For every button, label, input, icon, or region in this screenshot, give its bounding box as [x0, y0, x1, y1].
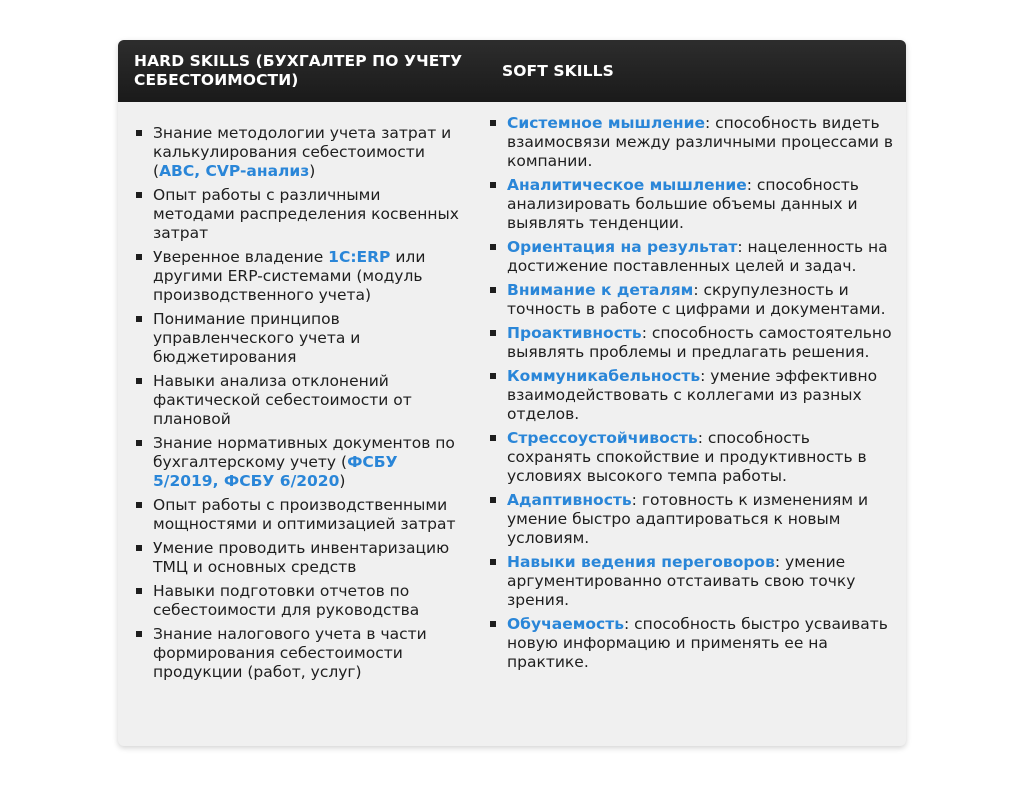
- soft-skill-item: [488, 367, 898, 424]
- soft-skill-term: Коммуникабельность: [507, 367, 701, 385]
- bullet-icon: [136, 440, 142, 446]
- soft-skill-description: : умение аргументированно отстаивать свою точку зрения.: [507, 553, 856, 609]
- bullet-icon: [136, 254, 142, 260]
- soft-skill-term: Системное мышление: [507, 114, 705, 132]
- soft-skills-heading: SOFT SKILLS: [502, 61, 614, 80]
- soft-skill-item: [488, 176, 898, 233]
- hard-skill-item: [134, 124, 464, 181]
- soft-skills-list: [488, 114, 898, 677]
- soft-skill-term: Ориентация на результат: [507, 238, 738, 256]
- soft-skill-description: : нацеленность на достижение поставленных целей и задач.: [507, 238, 888, 275]
- soft-skill-description: : скрупулезность и точность в работе с цифрами и документами.: [507, 281, 886, 318]
- hard-skill-text: Понимание принципов управленческого учета и бюджетирования: [153, 310, 361, 366]
- hard-skill-item: [134, 310, 464, 367]
- soft-skill-term: Внимание к деталям: [507, 281, 694, 299]
- bullet-icon: [136, 631, 142, 637]
- hard-skill-text: Умение проводить инвентаризацию ТМЦ и основных средств: [153, 539, 450, 576]
- hard-skill-text: Опыт работы с различными методами распределения косвенных затрат: [153, 186, 459, 242]
- table-header: [118, 40, 906, 102]
- bullet-icon: [136, 502, 142, 508]
- hard-skill-text-tail: ): [309, 162, 316, 180]
- soft-skill-term: Стрессоустойчивость: [507, 429, 698, 447]
- hard-skill-highlight: ABC, CVP-анализ: [159, 162, 310, 180]
- hard-skill-highlight: 1С:ERP: [328, 248, 391, 266]
- bullet-icon: [136, 316, 142, 322]
- hard-skill-text: Уверенное владение: [153, 248, 329, 266]
- soft-skill-item: [488, 491, 898, 548]
- soft-skill-description: : умение эффективно взаимодействовать с коллегами из разных отделов.: [507, 367, 878, 423]
- hard-skill-item: [134, 625, 464, 682]
- bullet-icon: [490, 330, 496, 336]
- hard-skill-highlight: ФСБУ 5/2019, ФСБУ 6/2020: [153, 453, 398, 490]
- bullet-icon: [490, 559, 496, 565]
- bullet-icon: [490, 497, 496, 503]
- soft-skill-item: [488, 553, 898, 610]
- soft-skill-description: : способность сохранять спокойствие и продуктивность в условиях высокого темпа работы.: [507, 429, 867, 485]
- soft-skill-item: [488, 114, 898, 171]
- bullet-icon: [136, 588, 142, 594]
- bullet-icon: [136, 130, 142, 136]
- hard-skill-text: Навыки подготовки отчетов по себестоимости для руководства: [153, 582, 420, 619]
- hard-skill-item: [134, 496, 464, 534]
- bullet-icon: [490, 120, 496, 126]
- bullet-icon: [490, 182, 496, 188]
- hard-skill-text-tail: или другими ERP-системами (модуль производственного учета): [153, 248, 426, 304]
- bullet-icon: [490, 373, 496, 379]
- soft-skill-description: : способность быстро усваивать новую информацию и применять ее на практике.: [507, 615, 888, 671]
- hard-skill-text-tail: ): [339, 472, 346, 490]
- hard-skill-item: [134, 539, 464, 577]
- bullet-icon: [490, 244, 496, 250]
- soft-skill-description: : готовность к изменениям и умение быстро адаптироваться к новым условиям.: [507, 491, 869, 547]
- soft-skill-item: [488, 238, 898, 276]
- soft-skill-term: Адаптивность: [507, 491, 632, 509]
- hard-skill-item: [134, 434, 464, 491]
- hard-skills-list: [134, 124, 464, 687]
- soft-skill-description: : способность анализировать большие объемы данных и выявлять тенденции.: [507, 176, 859, 232]
- hard-skill-item: [134, 582, 464, 620]
- hard-skill-item: [134, 186, 464, 243]
- bullet-icon: [136, 378, 142, 384]
- soft-skill-description: : способность самостоятельно выявлять проблемы и предлагать решения.: [507, 324, 892, 361]
- soft-skill-item: [488, 615, 898, 672]
- bullet-icon: [136, 545, 142, 551]
- soft-skill-item: [488, 281, 898, 319]
- soft-skill-term: Обучаемость: [507, 615, 625, 633]
- soft-skill-description: : способность видеть взаимосвязи между различными процессами в компании.: [507, 114, 894, 170]
- hard-skill-text: Знание налогового учета в части формирования себестоимости продукции (работ, услуг): [153, 625, 427, 681]
- soft-skill-item: [488, 324, 898, 362]
- soft-skill-item: [488, 429, 898, 486]
- skills-table: [118, 40, 906, 746]
- bullet-icon: [490, 287, 496, 293]
- hard-skill-text: Знание методологии учета затрат и калькулирования себестоимости (: [153, 124, 452, 180]
- soft-skill-term: Аналитическое мышление: [507, 176, 747, 194]
- hard-skills-heading: HARD SKILLS (БУХГАЛТЕР ПО УЧЕТУ СЕБЕСТОИМОСТИ): [134, 52, 463, 89]
- hard-skill-text: Знание нормативных документов по бухгалтерскому учету (: [153, 434, 455, 471]
- hard-skill-text: Опыт работы с производственными мощностями и оптимизацией затрат: [153, 496, 456, 533]
- bullet-icon: [136, 192, 142, 198]
- soft-skill-term: Проактивность: [507, 324, 642, 342]
- bullet-icon: [490, 621, 496, 627]
- soft-skill-term: Навыки ведения переговоров: [507, 553, 775, 571]
- hard-skill-text: Навыки анализа отклонений фактической себестоимости от плановой: [153, 372, 412, 428]
- bullet-icon: [490, 435, 496, 441]
- hard-skill-item: [134, 248, 464, 305]
- hard-skill-item: [134, 372, 464, 429]
